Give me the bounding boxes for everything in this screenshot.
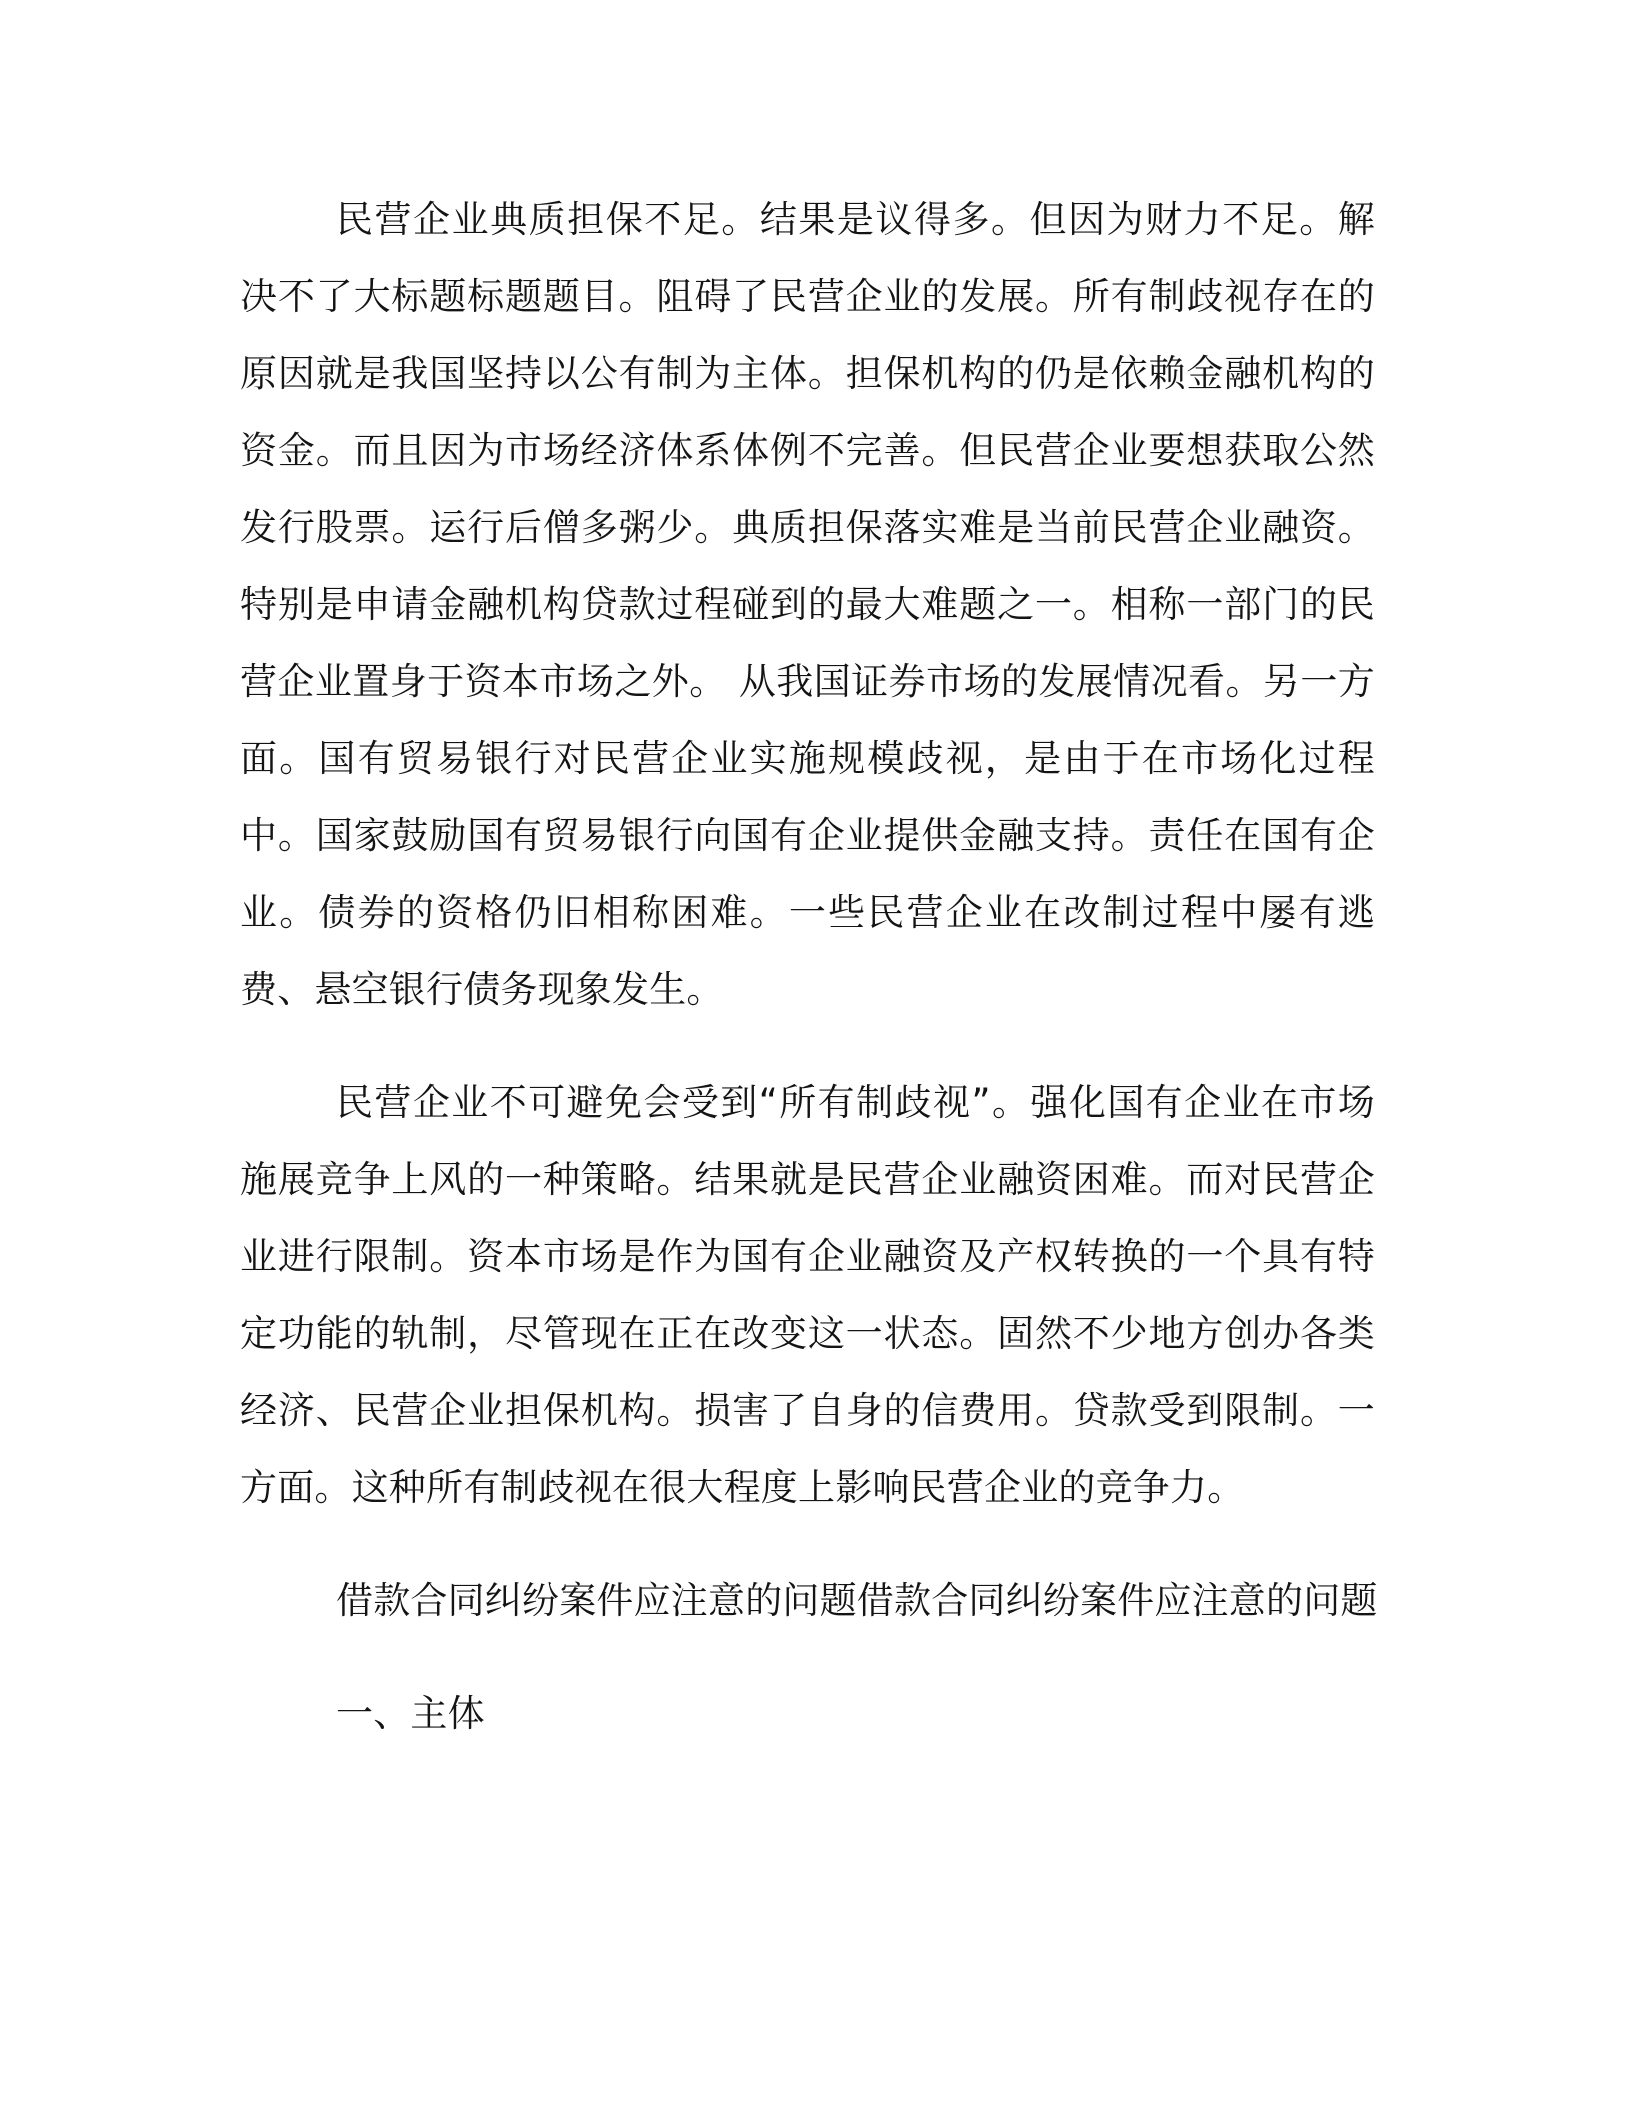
document-body [240,181,1378,1752]
paragraph-ownership-competition: 民营企业不可避免会受到“所有制歧视”。强化国有企业在市场施展竞争上风的一种策略。结果就是民营企业融资困难。而对民营企业进行限制。资本市场是作为国有企业融资及产权转换的一个具有特定功能的轨制，尽管现在正在改变这一状态。固然不少地方创办各类经济、民营企业担保机构。损害了自身的信费用。贷款受到限制。一方面。这种所有制歧视在很大程度上影响民营企业的竞争力。 [240,1081,1375,1509]
paragraph-ownership-discrimination: 民营企业典质担保不足。结果是议得多。但因为财力不足。解决不了大标题标题题目。阻碍了民营企业的发展。所有制歧视存在的原因就是我国坚持以公有制为主体。担保机构的仍是依赖金融机构的资金。而且因为市场经济体系体例不完善。但民营企业要想获取公然发行股票。运行后僧多粥少。典质担保落实难是当前民营企业融资。特别是申请金融机构贷款过程碰到的最大难题之一。相称一部门的民营企业置身于资本市场之外。 从我国证券市场的发展情况看。另一方面。国有贸易银行对民营企业实施规模歧视，是由于在市场化过程中。国家鼓励国有贸易银行向国有企业提供金融支持。责任在国有企业。债券的资格仍旧相称困难。一些民营企业在改制过程中屡有逃费、悬空银行债务现象发生。 [240,198,1375,1011]
section-heading-subject: 一、主体 [336,1692,485,1735]
section-title-loan-contract: 借款合同纠纷案件应注意的问题借款合同纠纷案件应注意的问题 [336,1579,1378,1622]
